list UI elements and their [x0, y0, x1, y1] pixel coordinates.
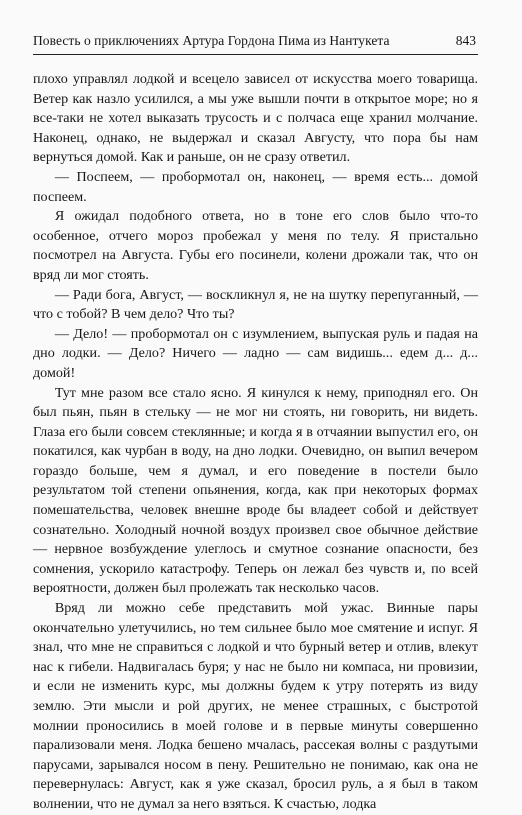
running-header — [33, 33, 478, 55]
paragraph-4: — Ради бога, Август, — воскликнул я, не на шутку перепуганный, — что с тобой? В чем дело? Что ты? — [33, 286, 478, 323]
book-page — [33, 33, 478, 815]
paragraph-1: плохо управлял лодкой и всецело зависел от искусства моего товарища. Ветер как назло усилился, а мы уже вышли почти в открытое море; но я все-таки не хотел выказать трусость и с полчаса еще хранил молчание. Наконец, однако, не выдержал и сказал Августу, что пора бы нам вернуться домой. Как и раньше, он не сразу ответил. — [33, 71, 478, 166]
paragraph-2: — Поспеем, — пробормотал он, наконец, — время есть... домой поспеем. — [33, 168, 478, 205]
running-title: Повесть о приключениях Артура Гордона Пима из Нантукета — [33, 33, 390, 48]
page-body — [33, 70, 478, 815]
paragraph-5: — Дело! — пробормотал он с изумлением, выпуская руль и падая на дно лодки. — Дело? Ничего — ладно — сам видишь... едем д... д... домой! — [33, 325, 478, 381]
page-number: 843 — [455, 33, 476, 48]
paragraph-6: Тут мне разом все стало ясно. Я кинулся к нему, приподнял его. Он был пьян, пьян в стельку — не мог ни стоять, ни говорить, ни видеть. Глаза его были совсем стеклянные; и когда я в отчаянии выпустил его, он покатился, как чурбан в воду, на дно лодки. Очевидно, он выпил вечером гораздо больше, чем я думал, и его поведение в постели было результатом той степени опьянения, когда, как при некоторых формах помешательства, человек внешне вроде бы владеет собой и действует сознательно. Холодный ночной воздух произвел свое обычное действие — нервное возбуждение улеглось и смутное сознание опасности, без сомнения, ускорило катастрофу. Теперь он лежал без чувств и, по всей вероятности, должен был пролежать так несколько часов. — [33, 384, 478, 597]
paragraph-3: Я ожидал подобного ответа, но в тоне его слов было что-то особенное, отчего мороз пробежал у меня по телу. Я пристально посмотрел на Августа. Губы его посинели, колени дрожали так, что он вряд ли мог стоять. — [33, 208, 478, 283]
paragraph-7: Вряд ли можно себе представить мой ужас. Винные пары окончательно улетучились, но тем сильнее было мое смятение и испуг. Я знал, что мне не справиться с лодкой и что бурный ветер и отлив, влекут нас к гибели. Надвигалась буря; у нас не было ни компаса, ни провизии, и если не изменить курс, мы должны будем к утру потерять из виду землю. Эти мысли и рой других, не менее страшных, с быстротой молнии проносились в моей голове и в первые минуты совершенно парализовали меня. Лодка бешено мчалась, рассекая волны с раздутыми парусами, зарывался носом в пену. Решительно не понимаю, как она не перевернулась: Август, как я уже сказал, бросил руль, а я был в таком волнении, что не думал за него взяться. К счастью, лодка — [33, 600, 478, 812]
